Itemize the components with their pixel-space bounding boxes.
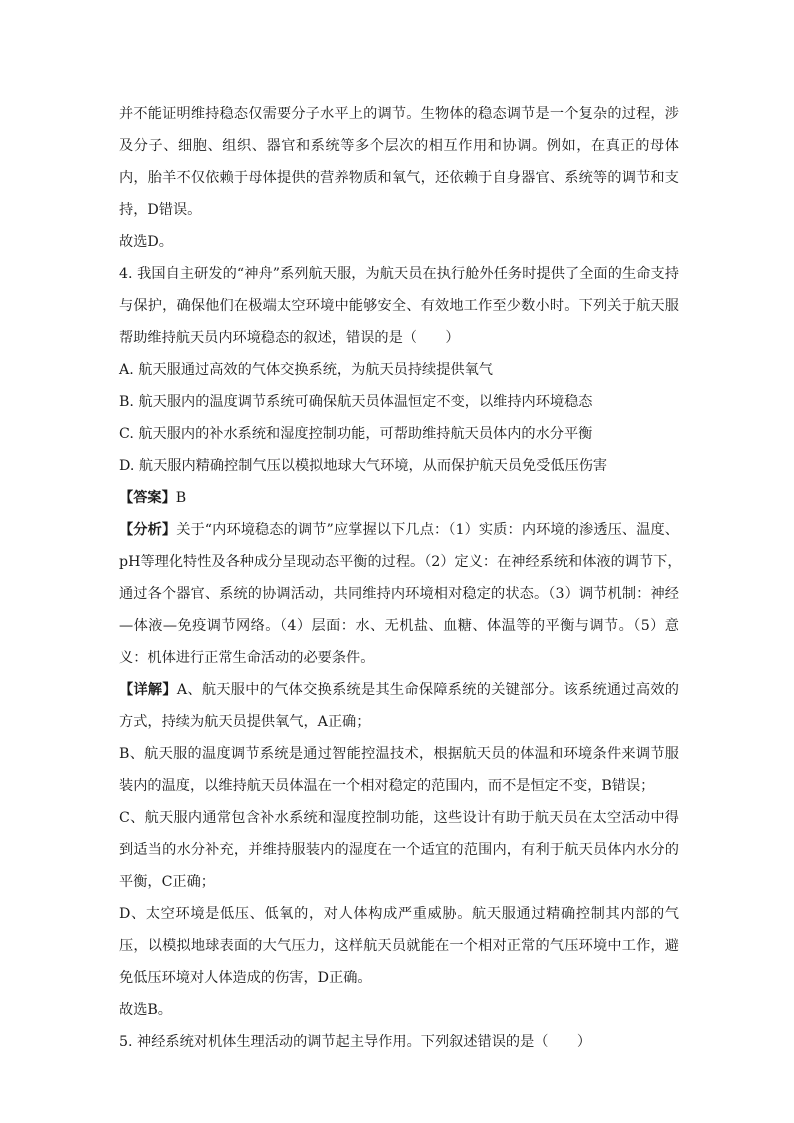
analysis-tag: 【分析】 (119, 522, 177, 538)
q4-detail-line-2: 方式，持续为航天员提供氧气，A正确； (119, 714, 371, 730)
prev-explanation-line-1: 并不能证明维持稳态仅需要分子水平上的调节。生物体的稳态调节是一个复杂的过程，涉 (119, 106, 679, 122)
q4-detail-line-1 (119, 674, 679, 706)
analysis-text-1: 关于“内环境稳态的调节”应掌握以下几点：（1）实质：内环境的渗透压、温度、 (176, 522, 679, 538)
q4-detail-line-3: B、航天服的温度调节系统是通过智能控温技术，根据航天员的体温和环境条件来调节服 (119, 746, 679, 762)
q4-detail-line-6: 到适当的水分补充，并维持服装内的湿度在一个适宜的范围内，有利于航天员体内水分的 (119, 842, 679, 858)
q4-stem-line-3: 帮助维持航天员内环境稳态的叙述，错误的是（ ） (119, 330, 460, 346)
q4-detail-line-9: 压，以模拟地球表面的大气压力，这样航天员就能在一个相对正常的气压环境中工作，避 (119, 938, 679, 954)
answer-value: B (175, 490, 187, 506)
detail-tag: 【详解】 (119, 682, 177, 698)
q5-stem: 5. 神经系统对机体生理活动的调节起主导作用。下列叙述错误的是（ ） (119, 1034, 592, 1050)
answer-tag: 【答案】 (119, 490, 176, 506)
prev-explanation-line-3: 内，胎羊不仅依赖于母体提供的营养物质和氧气，还依赖于自身器官、系统等的调节和支 (119, 170, 679, 186)
prev-explanation-line-4: 持，D错误。 (119, 202, 202, 218)
q4-option-c: C. 航天服内的补水系统和湿度控制功能，可帮助维持航天员体内的水分平衡 (119, 426, 593, 442)
q4-option-d: D. 航天服内精确控制气压以模拟地球大气环境，从而保护航天员免受低压伤害 (119, 458, 608, 474)
document-content (119, 98, 682, 1058)
q4-detail-line-4: 装内的温度，以维持航天员体温在一个相对稳定的范围内，而不是恒定不变，B错误； (119, 778, 655, 794)
detail-text-1: A、航天服中的气体交换系统是其生命保障系统的关键部分。该系统通过高效的 (176, 682, 679, 698)
q4-detail-line-7: 平衡，C正确； (119, 874, 215, 890)
q4-stem-line-1: 4. 我国自主研发的“神舟”系列航天服，为航天员在执行舱外任务时提供了全面的生命支持 (119, 266, 679, 282)
q4-conclusion: 故选B。 (119, 1002, 172, 1018)
prev-explanation-line-2: 及分子、细胞、组织、器官和系统等多个层次的相互作用和协调。例如，在真正的母体 (119, 138, 679, 154)
q4-detail-line-10: 免低压环境对人体造成的伤害，D正确。 (119, 970, 372, 986)
q4-answer (119, 482, 679, 514)
q4-analysis-line-4: —体液—免疫调节网络。（4）层面：水、无机盐、血糖、体温等的平衡与调节。（5）意 (119, 618, 679, 634)
q4-detail-line-5: C、航天服内通常包含补水系统和湿度控制功能，这些设计有助于航天员在太空活动中得 (119, 810, 679, 826)
prev-conclusion: 故选D。 (119, 234, 173, 250)
q4-analysis-line-2: pH等理化特性及各种成分呈现动态平衡的过程。（2）定义：在神经系统和体液的调节下， (119, 554, 682, 570)
q4-detail-line-8: D、太空环境是低压、低氧的，对人体构成严重威胁。航天服通过精确控制其内部的气 (119, 906, 679, 922)
q4-option-b: B. 航天服内的温度调节系统可确保航天员体温恒定不变，以维持内环境稳态 (119, 394, 593, 410)
q4-analysis-line-3: 通过各个器官、系统的协调活动，共同维持内环境相对稳定的状态。（3）调节机制：神经 (119, 586, 679, 602)
q4-stem-line-2: 与保护，确保他们在极端太空环境中能够安全、有效地工作至少数小时。下列关于航天服 (119, 298, 679, 314)
q4-analysis-line-5: 义：机体进行正常生命活动的必要条件。 (119, 650, 375, 666)
q4-analysis-line-1 (119, 514, 679, 546)
q4-option-a: A. 航天服通过高效的气体交换系统，为航天员持续提供氧气 (119, 362, 493, 378)
